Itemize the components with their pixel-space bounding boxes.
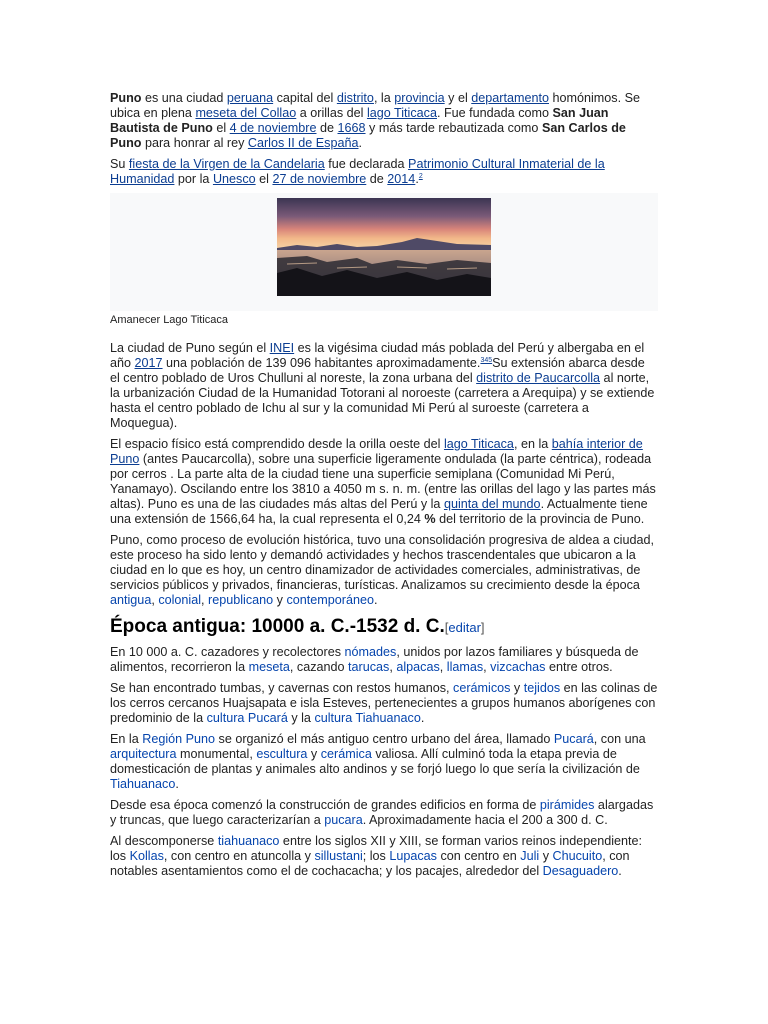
intro-paragraph-2 bbox=[110, 157, 658, 187]
text: homónimos. Se ubica en plena bbox=[110, 91, 640, 120]
link-cultura-tiahuanaco[interactable]: cultura Tiahuanaco bbox=[314, 711, 421, 725]
paragraph-4 bbox=[110, 437, 658, 527]
text: Desde esa época comenzó la construcción de grandes edificios en forma de bbox=[110, 798, 540, 812]
article bbox=[110, 91, 658, 885]
link-pucara[interactable]: Pucará bbox=[553, 732, 594, 746]
bold-puno: Puno bbox=[110, 91, 142, 105]
link-tiahuanaco[interactable]: Tiahuanaco bbox=[110, 777, 176, 791]
text: ; los bbox=[362, 849, 390, 863]
text: , bbox=[439, 660, 447, 674]
text: del territorio de la provincia de Puno. bbox=[435, 512, 645, 526]
text: . Actualmente tiene una extensión de 1566,64 ha, la cual representa el 0,24 bbox=[110, 497, 648, 526]
link-tiahuanaco-2[interactable]: tiahuanaco bbox=[217, 834, 280, 848]
paragraph-8 bbox=[110, 732, 658, 792]
text: de bbox=[366, 172, 388, 186]
text: En la bbox=[110, 732, 143, 746]
text: para honrar al rey bbox=[141, 136, 248, 150]
text: , la bbox=[373, 91, 395, 105]
text: Su bbox=[110, 157, 129, 171]
text: . bbox=[358, 136, 362, 150]
text: Puno, como proceso de evolución histórica, tuvo una consolidación progresiva de aldea a ciudad, este proceso ha sido lento y demandó actividades y hechos trascendentales que ubicaron a la ciudad en lo que es hoy, un centro dinamizador de actividades comerciales, administrativas, de servicios públicos y privados, financieras, turísticas. Analizamos su crecimiento desde la época bbox=[110, 533, 654, 592]
text: con centro en bbox=[436, 849, 521, 863]
section-heading bbox=[110, 616, 658, 639]
link-meseta-collao[interactable]: meseta del Collao bbox=[195, 106, 297, 120]
bold-san-carlos: San Carlos de Puno bbox=[110, 121, 626, 150]
text: y bbox=[307, 747, 321, 761]
link-desaguadero[interactable]: Desaguadero bbox=[542, 864, 619, 878]
bold-percent: % bbox=[424, 512, 436, 526]
text: Se han encontrado tumbas, y cavernas con restos humanos, bbox=[110, 681, 454, 695]
link-peruana[interactable]: peruana bbox=[226, 91, 274, 105]
text: La ciudad de Puno según el bbox=[110, 341, 270, 355]
text: es la vigésima ciudad más poblada del Perú y albergaba en el año bbox=[110, 341, 645, 370]
text: entre los siglos XII y XIII, se forman varios reinos independiente: los bbox=[110, 834, 643, 863]
text: Al descomponerse bbox=[110, 834, 218, 848]
link-escultura[interactable]: escultura bbox=[256, 747, 308, 761]
text: , bbox=[483, 660, 491, 674]
link-chucuito[interactable]: Chucuito bbox=[552, 849, 603, 863]
edit-link[interactable]: editar bbox=[448, 620, 481, 635]
paragraph-7 bbox=[110, 681, 658, 726]
link-vizcachas[interactable]: vizcachas bbox=[490, 660, 546, 674]
link-anio-2017[interactable]: 2017 bbox=[134, 356, 163, 370]
text: , unidos por lazos familiares y búsqueda de alimentos, recorrieron la bbox=[110, 645, 639, 674]
text: capital del bbox=[273, 91, 337, 105]
link-fecha-fundacion[interactable]: 4 de noviembre bbox=[229, 121, 317, 135]
link-lago-titicaca[interactable]: lago Titicaca bbox=[366, 106, 437, 120]
reference-2[interactable]: 2 bbox=[418, 172, 423, 180]
link-tejidos[interactable]: tejidos bbox=[523, 681, 561, 695]
text: , bbox=[201, 593, 209, 607]
link-cultura-pucara[interactable]: cultura Pucará bbox=[206, 711, 288, 725]
text: ] bbox=[480, 620, 485, 635]
text: , con notables asentamientos como el de cochacacha; y los pacajes, alrededor del bbox=[110, 849, 630, 878]
figure bbox=[110, 193, 658, 311]
link-arquitectura[interactable]: arquitectura bbox=[110, 747, 177, 761]
text: y la bbox=[287, 711, 315, 725]
link-contemporaneo[interactable]: contemporáneo bbox=[286, 593, 374, 607]
paragraph-5 bbox=[110, 533, 658, 608]
text: al norte, la urbanización Ciudad de la Humanidad Totorani al noroeste (carretera a Arequipa) y se extiende hasta el centro poblado de Ichu al sur y la comunidad Mi Perú al suroeste (carretera a Moquegua). bbox=[110, 371, 655, 430]
link-fecha-declaracion[interactable]: 27 de noviembre bbox=[272, 172, 367, 186]
link-antigua[interactable]: antigua bbox=[110, 593, 152, 607]
intro-paragraph-1 bbox=[110, 91, 658, 151]
link-colonial[interactable]: colonial bbox=[158, 593, 202, 607]
link-kollas[interactable]: Kollas bbox=[129, 849, 164, 863]
link-lupacas[interactable]: Lupacas bbox=[389, 849, 437, 863]
text: (antes Paucarcolla), sobre una superficie ligeramente ondulada (la parte céntrica), rodeada por cerros . La parte alta de la ciudad tiene una superficie semiplana (Comunidad Mi Perú, Yanamayo). Oscilando entre los 3810 a 4050 m s. n. m. (entre las orillas del lago y las partes más altas). Puno es una de las ciudades más altas del Perú y la bbox=[110, 452, 656, 511]
text: fue declarada bbox=[324, 157, 409, 171]
text: . Aproximadamente hacia el 200 a 300 d. C. bbox=[362, 813, 608, 827]
link-juli[interactable]: Juli bbox=[520, 849, 540, 863]
text: El espacio físico está comprendido desde la orilla oeste del bbox=[110, 437, 444, 451]
paragraph-10 bbox=[110, 834, 658, 879]
link-nomades[interactable]: nómades bbox=[344, 645, 397, 659]
link-patrimonio[interactable]: Patrimonio Cultural Inmaterial de la Humanidad bbox=[110, 157, 605, 186]
link-republicano[interactable]: republicano bbox=[208, 593, 274, 607]
text: , bbox=[389, 660, 397, 674]
text: . Fue fundada como bbox=[436, 106, 553, 120]
paragraph-6 bbox=[110, 645, 658, 675]
link-distrito[interactable]: distrito bbox=[336, 91, 374, 105]
text: a orillas del bbox=[296, 106, 367, 120]
link-quinta-del-mundo[interactable]: quinta del mundo bbox=[443, 497, 541, 511]
text: por la bbox=[174, 172, 213, 186]
link-piramides[interactable]: pirámides bbox=[539, 798, 595, 812]
text: . bbox=[420, 711, 425, 725]
text: . bbox=[415, 172, 419, 186]
text: , con centro en atuncolla y bbox=[163, 849, 315, 863]
text: una población de 139 096 habitantes aproximadamente. bbox=[162, 356, 481, 370]
text: valiosa. Allí culminó toda la etapa previa de domesticación de plantas y animales alto andinos y se forjó luego lo que sería la civilización de bbox=[110, 747, 640, 776]
link-sillustani[interactable]: sillustani bbox=[314, 849, 363, 863]
text: . bbox=[618, 864, 622, 878]
link-bahia-interior[interactable]: bahía interior de Puno bbox=[110, 437, 643, 466]
text: . bbox=[175, 777, 179, 791]
link-meseta[interactable]: meseta bbox=[248, 660, 290, 674]
link-unesco[interactable]: Unesco bbox=[212, 172, 256, 186]
bold-san-juan: San Juan Bautista de Puno bbox=[110, 106, 609, 135]
text: y bbox=[539, 849, 553, 863]
reference-345[interactable]: 345 bbox=[480, 356, 493, 364]
text: , bbox=[151, 593, 159, 607]
text: , cazando bbox=[289, 660, 349, 674]
text: . bbox=[374, 593, 378, 607]
text: , con una bbox=[593, 732, 646, 746]
link-distrito-paucarcolla[interactable]: distrito de Paucarcolla bbox=[476, 371, 601, 385]
text: y bbox=[273, 593, 287, 607]
text: el bbox=[212, 121, 230, 135]
text: alargadas y truncas, que luego caracterizarían a bbox=[110, 798, 654, 827]
link-anio-2014[interactable]: 2014 bbox=[387, 172, 416, 186]
paragraph-3 bbox=[110, 341, 658, 431]
lake-sunrise-image[interactable] bbox=[277, 198, 491, 296]
paragraph-9 bbox=[110, 798, 658, 828]
text: se organizó el más antiguo centro urbano del área, llamado bbox=[215, 732, 554, 746]
link-tarucas[interactable]: tarucas bbox=[348, 660, 390, 674]
figure-caption: Amanecer Lago Titicaca bbox=[110, 314, 229, 326]
text: en las colinas de los cerros cercanos Huajsapata e isla Esteves, pertenecientes a grupos humanos aborígenes con predominio de la bbox=[110, 681, 658, 725]
link-carlos-ii[interactable]: Carlos II de España bbox=[247, 136, 359, 150]
text: entre otros. bbox=[545, 660, 613, 674]
link-anio-1668[interactable]: 1668 bbox=[337, 121, 366, 135]
text: de bbox=[316, 121, 338, 135]
link-alpacas[interactable]: alpacas bbox=[396, 660, 440, 674]
link-inei[interactable]: INEI bbox=[269, 341, 295, 355]
text: y bbox=[510, 681, 524, 695]
text: monumental, bbox=[176, 747, 257, 761]
link-ceramica[interactable]: cerámica bbox=[320, 747, 372, 761]
text: En 10 000 a. C. cazadores y recolectores bbox=[110, 645, 345, 659]
edit-section bbox=[445, 620, 485, 635]
text: Su extensión abarca desde el centro poblado de Uros Chulluni al noreste, la zona urbana del bbox=[110, 356, 645, 385]
link-provincia[interactable]: provincia bbox=[394, 91, 445, 105]
link-llamas[interactable]: llamas bbox=[446, 660, 484, 674]
text: y más tarde rebautizada como bbox=[365, 121, 542, 135]
text: es una ciudad bbox=[141, 91, 227, 105]
link-pucara-2[interactable]: pucara bbox=[324, 813, 363, 827]
text: , en la bbox=[513, 437, 552, 451]
text: [ bbox=[444, 620, 449, 635]
link-departamento[interactable]: departamento bbox=[471, 91, 549, 105]
link-region-puno[interactable]: Región Puno bbox=[142, 732, 216, 746]
link-fiesta-candelaria[interactable]: fiesta de la Virgen de la Candelaria bbox=[128, 157, 325, 171]
link-ceramicos[interactable]: cerámicos bbox=[453, 681, 511, 695]
section-title: Época antigua: 10000 a. C.-1532 d. C. bbox=[110, 616, 445, 637]
text: y el bbox=[444, 91, 472, 105]
link-lago-titicaca-2[interactable]: lago Titicaca bbox=[443, 437, 514, 451]
text: el bbox=[255, 172, 273, 186]
